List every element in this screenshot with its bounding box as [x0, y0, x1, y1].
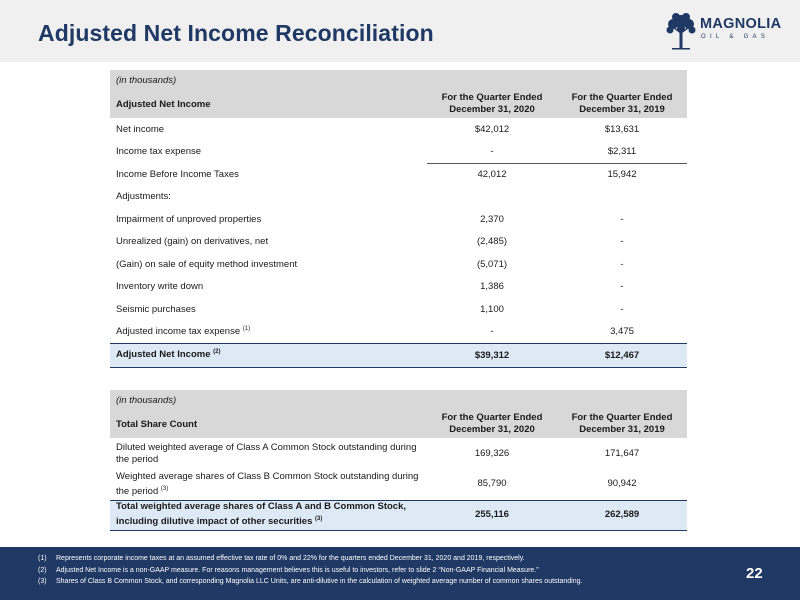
- table-row: [110, 163, 687, 186]
- table-row: [110, 208, 687, 231]
- table-row: [110, 469, 687, 500]
- table-header-row: [110, 90, 687, 118]
- footnote: [38, 565, 582, 577]
- row-value-2020: -: [490, 146, 494, 157]
- table-header-row: [110, 410, 687, 438]
- row-value-2019: -: [620, 258, 624, 270]
- row-value-2019: -: [620, 303, 624, 315]
- tree-icon: [664, 12, 698, 52]
- page-title: Adjusted Net Income Reconciliation: [38, 20, 434, 46]
- logo-name: MAGNOLIA: [700, 16, 782, 32]
- row-value-2019: 3,475: [610, 326, 634, 337]
- header-label: Total Share Count: [110, 410, 427, 438]
- row-label: Diluted weighted average of Class A Common Stock outstanding during the period: [116, 441, 417, 465]
- slide-footer: [0, 547, 800, 600]
- total-value-2020: $39,312: [427, 343, 557, 367]
- table-row: [110, 438, 687, 469]
- row-label: Seismic purchases: [116, 303, 196, 315]
- header-label: Adjusted Net Income: [110, 90, 427, 118]
- row-value-2020: 1,100: [480, 303, 504, 315]
- header-col-2019: For the Quarter Ended December 31, 2019: [557, 410, 687, 438]
- company-logo: [664, 10, 786, 54]
- row-value-2019: [557, 186, 687, 209]
- row-value-2019: -: [620, 213, 624, 225]
- total-value-2019: $12,467: [557, 343, 687, 367]
- header-col-2020: For the Quarter Ended December 31, 2020: [427, 90, 557, 118]
- footnote: [38, 576, 582, 588]
- row-value-2020: 42,012: [427, 163, 557, 186]
- row-label: [110, 321, 427, 344]
- unit-label: (in thousands): [110, 70, 687, 90]
- page-number: 22: [746, 565, 763, 582]
- table-row: [110, 321, 687, 344]
- row-value-2020: [427, 186, 557, 209]
- header-col-2020: For the Quarter Ended December 31, 2020: [427, 410, 557, 438]
- row-value-2019: -: [620, 236, 624, 248]
- row-value-2020: 85,790: [477, 478, 507, 490]
- table-row: [110, 253, 687, 276]
- row-value-2020: $42,012: [474, 123, 510, 135]
- table-unit-row: [110, 390, 687, 410]
- row-value-2020: 169,326: [474, 447, 510, 459]
- total-value-2020: 255,116: [427, 500, 557, 530]
- row-label: Income tax expense: [116, 146, 202, 158]
- row-value-2020: (5,071): [476, 258, 508, 270]
- total-row: [110, 343, 687, 367]
- table-row: [110, 231, 687, 254]
- row-value-2020: (2,485): [476, 236, 508, 248]
- footnote-number: (1): [38, 555, 47, 562]
- footnote: [38, 553, 582, 565]
- footnote-text: Shares of Class B Common Stock, and corresponding Magnolia LLC Units, are anti-dilutive in the calculation of weighted average number of common shares outstanding.: [56, 578, 583, 585]
- table-row: [110, 276, 687, 299]
- table-row: [110, 186, 687, 209]
- total-value-2019: 262,589: [557, 500, 687, 530]
- footnote-ref: (3): [315, 516, 323, 523]
- row-label: Unrealized (gain) on derivatives, net: [116, 236, 269, 248]
- row-value-2020: 1,386: [480, 281, 504, 293]
- table-row: [110, 298, 687, 321]
- logo-subtitle: OIL & GAS: [701, 34, 770, 40]
- total-label-text: Adjusted Net Income: [116, 349, 211, 361]
- row-value-2020: 2,370: [480, 213, 504, 225]
- row-value-2019: $13,631: [604, 123, 640, 135]
- footnote-ref: (2): [213, 349, 221, 356]
- footnote-ref: (1): [242, 325, 251, 332]
- row-label: Adjustments:: [116, 191, 171, 203]
- header-col-2019: For the Quarter Ended December 31, 2019: [557, 90, 687, 118]
- row-label-text: Weighted average shares of Class B Common Stock outstanding during the period: [116, 470, 419, 497]
- footnote-ref: (3): [160, 485, 169, 492]
- unit-label: (in thousands): [110, 390, 687, 410]
- footnote-text: Represents corporate income taxes at an assumed effective tax rate of 0% and 22% for the quarters ended December 31, 2020 and 2019, respectively.: [56, 555, 525, 562]
- row-label: Net income: [116, 123, 165, 135]
- slide-header: [0, 0, 800, 62]
- table-row: [110, 141, 687, 164]
- row-label: (Gain) on sale of equity method investment: [116, 258, 298, 270]
- row-value-2020: -: [490, 326, 494, 337]
- table-unit-row: [110, 70, 687, 90]
- total-label: [110, 500, 427, 530]
- row-value-2019: 15,942: [557, 163, 687, 186]
- footnote-number: (2): [38, 566, 47, 574]
- row-value-2019: $2,311: [607, 146, 637, 157]
- total-label-text: Total weighted average shares of Class A and B Common Stock, including dilutive impact of other securities: [116, 501, 406, 528]
- footnote-text: Adjusted Net Income is a non-GAAP measure. For reasons management believes this is useful to investors, refer to slide 2 “Non-GAAP Financial Measure.”: [56, 566, 539, 574]
- total-label: [110, 343, 427, 367]
- row-value-2019: 90,942: [607, 478, 637, 490]
- row-value-2019: 171,647: [604, 447, 640, 459]
- row-label-text: Adjusted income tax expense: [116, 326, 241, 338]
- share-count-table: [110, 390, 687, 531]
- row-label: Impairment of unproved properties: [116, 213, 262, 225]
- row-label: Inventory write down: [116, 281, 204, 293]
- footnote-number: (3): [38, 578, 47, 585]
- total-row: [110, 500, 687, 530]
- row-value-2019: -: [620, 281, 624, 293]
- row-label: [110, 469, 427, 500]
- footnotes: [38, 553, 582, 588]
- row-label: Income Before Income Taxes: [116, 168, 239, 180]
- adjusted-net-income-table: [110, 70, 687, 368]
- table-row: [110, 118, 687, 141]
